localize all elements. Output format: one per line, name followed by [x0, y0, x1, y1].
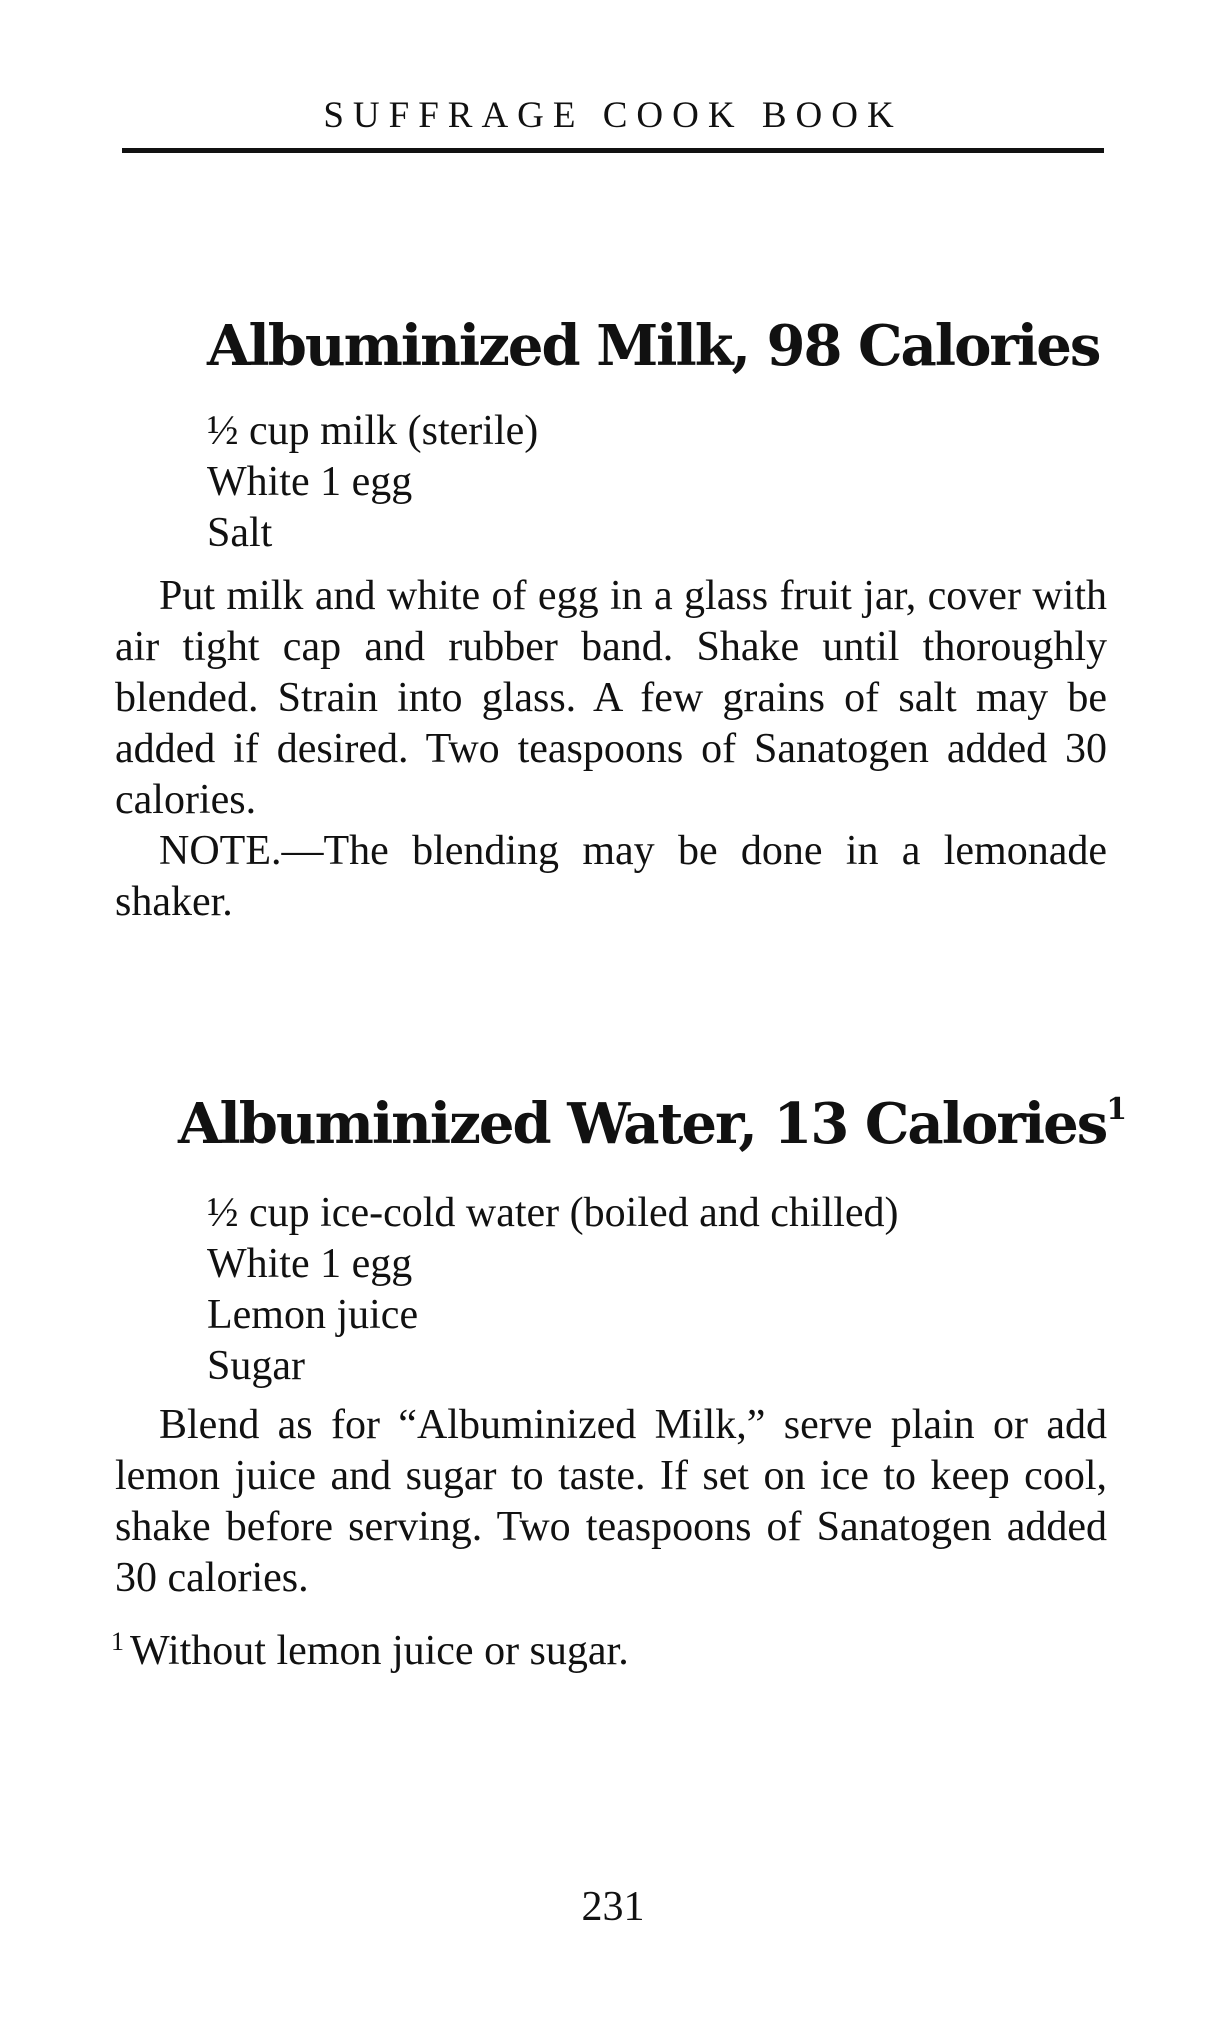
- ingredient-list-albuminized-water: [207, 1188, 899, 1392]
- recipe-method-albuminized-water: Blend as for “Albuminized Milk,” serve plain or add lemon juice and sugar to taste. If set on ice to keep cool, shake before serving. Two teaspoons of Sanatogen added 30 calories.: [115, 1402, 1107, 1601]
- ingredient-item: ½ cup ice-cold water (boiled and chilled): [207, 1190, 899, 1236]
- header-rule: [122, 148, 1104, 153]
- footnote-reference: 1: [1106, 1092, 1126, 1127]
- ingredient-list-albuminized-milk: [207, 406, 538, 559]
- running-head: SUFFRAGE COOK BOOK: [323, 95, 903, 136]
- ingredient-item: Lemon juice: [207, 1292, 419, 1338]
- footnote: [111, 1626, 1107, 1677]
- ingredient-item: Sugar: [207, 1343, 305, 1389]
- page-number: 231: [581, 1884, 645, 1930]
- ingredient-item: Salt: [207, 510, 273, 556]
- recipe-method-albuminized-milk: Put milk and white of egg in a glass fruit jar, cover with air tight cap and rubber band. Shake until thoroughly blended. Strain into glass. A few grains of salt may be added if desired. Two teaspoons of Sanatogen added 30 calories.: [115, 573, 1107, 823]
- recipe-title-text: Albuminized Water, 13 Calories: [178, 1091, 1107, 1157]
- footnote-mark: 1: [111, 1627, 124, 1656]
- recipe-title-text: Albuminized Milk, 98 Calories: [207, 313, 1100, 379]
- footnote-text: Without lemon juice or sugar.: [130, 1628, 629, 1674]
- recipe-note-albuminized-milk: NOTE.—The blending may be done in a lemonade shaker.: [115, 828, 1107, 925]
- ingredient-item: ½ cup milk (sterile): [207, 408, 539, 454]
- recipe-title-albuminized-milk: [207, 308, 1099, 384]
- recipe-title-albuminized-water: [178, 1086, 1125, 1162]
- ingredient-item: White 1 egg: [207, 1241, 413, 1287]
- ingredient-item: White 1 egg: [207, 459, 413, 505]
